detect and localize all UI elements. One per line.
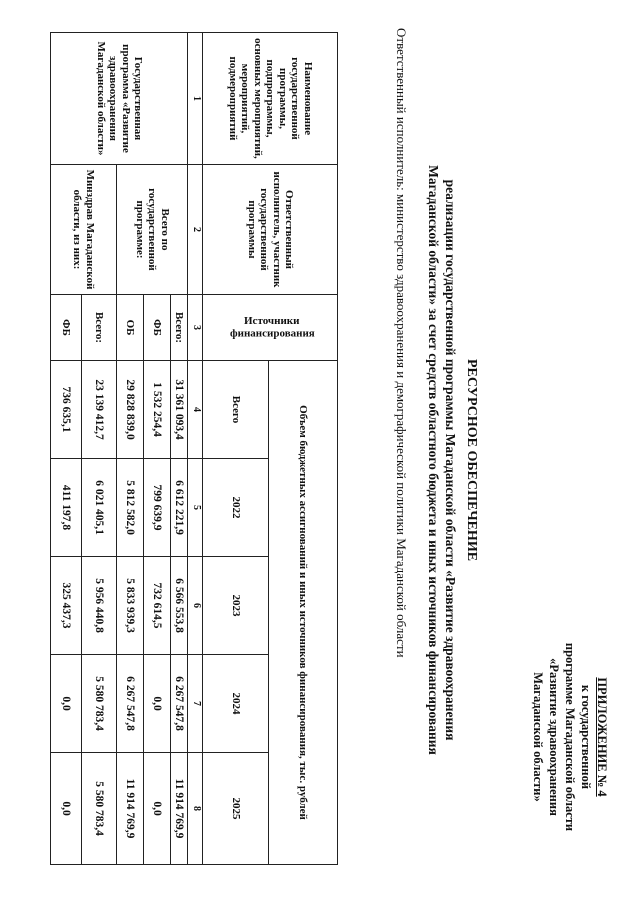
header-volume: Объем бюджетных ассигнований и иных источников финансирования, тыс. рублей	[268, 361, 337, 865]
header-source-text: Источники финансирования	[229, 315, 315, 340]
value-total: 29 828 839,0	[117, 361, 144, 459]
table-row	[171, 33, 189, 865]
value-2022: 411 197,8	[51, 459, 82, 557]
value-total: 736 635,1	[51, 361, 82, 459]
header-name: Наименование государственной программы, подпрограммы, основных мероприятий, мероприятий, подмероприятий	[203, 33, 338, 165]
col-number: 2	[188, 165, 203, 295]
header-total: Всего	[203, 361, 268, 459]
executor-ministry: Минздрав Магаданской области, из них:	[51, 165, 117, 295]
value-2025: 5 580 783,4	[82, 753, 117, 865]
source-cell: Всего:	[82, 295, 117, 361]
col-number: 4	[188, 361, 203, 459]
col-number: 7	[188, 655, 203, 753]
value-2022: 6 021 405,1	[82, 459, 117, 557]
source-cell: ФБ	[51, 295, 82, 361]
col-number: 6	[188, 557, 203, 655]
value-2022: 799 639,9	[144, 459, 171, 557]
appendix-line: Магаданской области»	[531, 672, 545, 802]
appendix-line: программе Магаданской области	[563, 642, 577, 832]
responsible-executor: Ответственный исполнитель: министерство здравоохранения и демографической политики Магаданской области	[394, 28, 409, 658]
col-number: 5	[188, 459, 203, 557]
value-total: 23 139 412,7	[82, 361, 117, 459]
header-year-2025: 2025	[203, 753, 268, 865]
value-2023: 5 956 440,8	[82, 557, 117, 655]
value-2024: 5 580 783,4	[82, 655, 117, 753]
title-main: РЕСУРСНОЕ ОБЕСПЕЧЕНИЕ	[464, 358, 479, 562]
value-2024: 0,0	[51, 655, 82, 753]
source-cell: Всего:	[171, 295, 189, 361]
header-year-2024: 2024	[203, 655, 268, 753]
value-2022: 6 612 221,9	[171, 459, 189, 557]
appendix-block	[530, 617, 610, 857]
value-2024: 6 267 547,8	[171, 655, 189, 753]
header-year-2023: 2023	[203, 557, 268, 655]
source-cell: ФБ	[144, 295, 171, 361]
col-number: 1	[188, 33, 203, 165]
document-title	[425, 120, 480, 800]
value-total: 1 532 254,4	[144, 361, 171, 459]
executor-total: Всего по государственной программе:	[117, 165, 189, 295]
appendix-number: ПРИЛОЖЕНИЕ № 4	[595, 677, 609, 797]
header-source	[203, 295, 338, 361]
title-line: Магаданской области» за счет средств областного бюджета и иных источников финансирования	[426, 165, 441, 755]
value-total: 31 361 093,4	[171, 361, 189, 459]
header-executor: Ответственный исполнитель, участник государственной программы	[203, 165, 338, 295]
appendix-line: «Развитие здравоохранения	[547, 658, 561, 816]
header-year-2022: 2022	[203, 459, 268, 557]
value-2023: 6 566 553,8	[171, 557, 189, 655]
value-2023: 732 614,5	[144, 557, 171, 655]
value-2022: 5 812 582,0	[117, 459, 144, 557]
col-number: 8	[188, 753, 203, 865]
value-2025: 11 914 769,9	[171, 753, 189, 865]
value-2025: 0,0	[144, 753, 171, 865]
appendix-line: к государственной	[579, 684, 593, 790]
col-number: 3	[188, 295, 203, 361]
resource-table	[50, 32, 338, 865]
value-2024: 6 267 547,8	[117, 655, 144, 753]
value-2025: 11 914 769,9	[117, 753, 144, 865]
value-2023: 5 833 939,3	[117, 557, 144, 655]
title-line: реализации государственной программы Магаданской области «Развитие здравоохранения	[443, 179, 458, 741]
program-name: Государственная программа «Развитие здравоохранения Магаданской области»	[51, 33, 189, 165]
value-2024: 0,0	[144, 655, 171, 753]
value-2023: 325 437,3	[51, 557, 82, 655]
value-2025: 0,0	[51, 753, 82, 865]
source-cell: ОБ	[117, 295, 144, 361]
